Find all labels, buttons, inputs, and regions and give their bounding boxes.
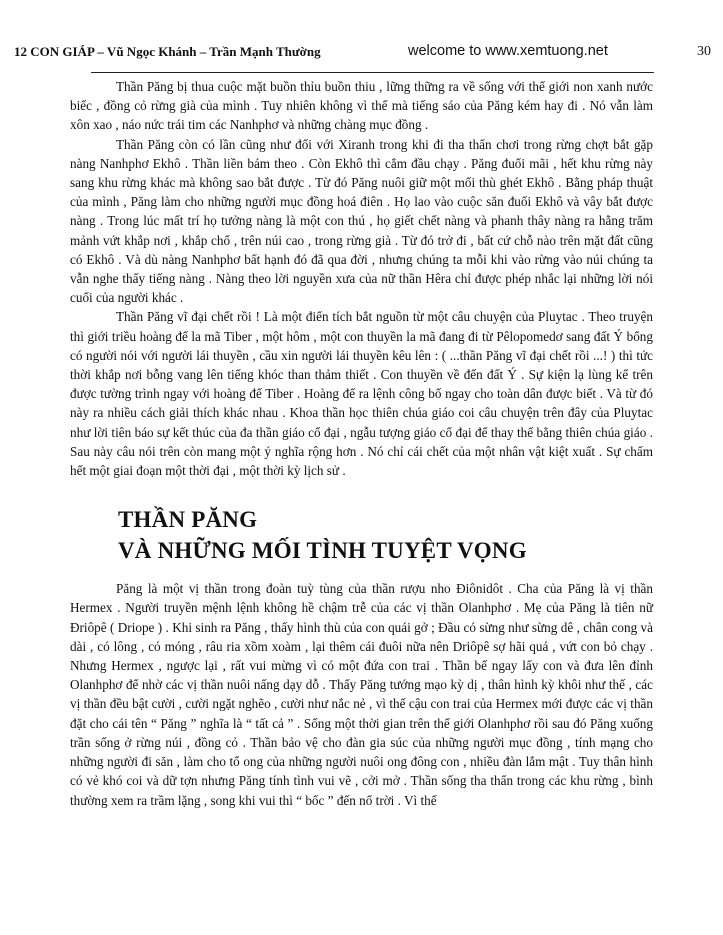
section-title-line-2: VÀ NHỮNG MỐI TÌNH TUYỆT VỌNG — [118, 538, 527, 564]
section-title — [70, 504, 653, 566]
website-label: welcome to www.xemtuong.net — [408, 43, 608, 59]
paragraph-ekho: Thần Păng còn có lần cũng như đối với Xiranh trong khi đi tha thẩn chơi trong rừng chợt bắt gặp nàng Nanhphơ Ekhô . Thần liền bám theo . Còn Ekhô thì cắm đầu chạy . Păng đuổi mãi , hết khu rừng này sang khu rừng khác mà không sao bắt được . Từ đó Păng nuôi giữ một mối thù ghét Ekhô . Bằng pháp thuật của mình , Păng làm cho những người mục đồng hoá điên . Họ lao vào cuộc săn đuổi Ekhô và vây bắt được nàng . Trong lúc mất trí họ tưởng nàng là một con thú , họ giết chết nàng và phanh thây nàng ra hằng trăm mảnh vứt khắp nơi , khắp chổ , trên núi cao , trong rừng già . Từ đó trở đi , bất cứ chỗ nào trên mặt đất cũng có Ekhô . Và dù nàng Nanhphơ bất hạnh đó đã qua đời , nhưng chúng ta mỗi khi vào rừng vào núi chúng ta vẫn nghe thấy tiếng nàng . Nàng theo lời nguyền xưa của nữ thần Hêra chỉ được phép nhắc lại những lời nói cuối của người khác . — [70, 136, 653, 306]
section-title-line-1: THẦN PĂNG — [118, 507, 258, 533]
page-header — [14, 44, 711, 64]
page-number: 30 — [697, 44, 711, 59]
book-title: 12 CON GIÁP – Vũ Ngọc Khánh – Trần Mạnh Thường — [14, 44, 321, 59]
page-body — [70, 77, 653, 810]
paragraph-pang-loses: Thần Păng bị thua cuộc mặt buồn thỉu buồn thiu , lững thững ra về sống với thế giới non xanh nước biếc , đồng cỏ rừng già của mình . Tuy nhiên không vì thế mà tiếng sáo của Păng kém hay đi . Nó vẫn làm xôn xao , náo nức trái tim các Nanhphơ và những chàng mục đồng . — [70, 79, 653, 133]
header-rule — [91, 72, 654, 73]
paragraph-pang-origin: Păng là một vị thần trong đoàn tuỳ tùng của thần rượu nho Điônidôt . Cha của Păng là vị thần Hermex . Người truyền mệnh lệnh không hề chậm trễ của các vị thần Olanhphơ . Mẹ của Păng là tiên nữ Đriôpê ( Driope ) . Khi sinh ra Păng , thấy hình thù của con quái gở ; Đầu có sừng như sừng dê , chân cong và dài , có lông , có móng , râu ria xồm xoàm , lại thêm cái đuôi nữa nên Driôpê sợ hãi quá , vứt con bỏ chạy . Nhưng Hermex , ngược lại , rất vui mừng vì có một đứa con trai . Thần bế ngay lấy con và đưa lên đỉnh Olanhphơ để nhờ các vị thần nuôi nấng dạy dỗ . Thấy Păng tướng mạo kỳ dị , thân hình kỳ khôi như thế , các vị thần đều bật cười , cười ngặt nghẽo , cười như nắc nẻ , vì thế cậu con trai của Hermex mới được các vị thần đặt cho cái tên “ Păng ” nghĩa là “ tất cả ” . Sống một thời gian trên thế giới Olanhphơ rồi sau đó Păng xuống trần sống ở rừng núi , đồng cỏ . Thần bảo vệ cho đàn gia súc của những người mục đồng , tính mạng cho những người đi săn , làm cho tổ ong của những người nuôi ong đông con , nhiều đàn lắm mật . Tuy thân hình có vẻ khó coi và dữ tợn nhưng Păng tính tình vui vẽ , cởi mở . Thần sống tha thẩn trong các khu rừng , bình thường xem ra trầm lặng , song khi vui thì “ bốc ” đến nổ trời . Vì thế — [70, 581, 653, 808]
paragraph-pang-dead: Thần Păng vĩ đại chết rồi ! Là một điển tích bắt nguồn từ một câu chuyện của Pluytac . Theo truyện thì giới triều hoàng đế la mã Tiber , một hôm , một con thuyền la mã đang đi từ Pêlopomedơ sang đất Ý bổng có người nói với người lái thuyền , cầu xin người lái thuyền kêu lên : ( ...thần Păng vĩ đại chết rồi ...! ) thì tức thời khắp nơi bỗng vang lên tiếng khóc than thảm thiết . Con thuyền về đến đất Ý . Sự kiện lạ lùng kể trên được tường trình ngay với hoàng đế Tiber . Hoàng đế ra lệnh công bố ngay cho toàn dân được biết . Và từ đó này ra nhiều cách giải thích khác nhau . Khoa thần học thiên chúa giáo coi câu chuyện trên đây của Pluytac như lời tiên báo sự kết thúc của đa thần giáo cổ đại , ngẫu tượng giáo cổ đại để thay thế bằng thiên chúa giáo . Sau này câu nói trên còn mang một ý nghĩa rộng hơn . Nó chỉ cái chết của một nhân vật kiệt xuất . Sự chấm hết một giai đoạn một thời đại , một thời kỳ lịch sử . — [70, 309, 653, 479]
